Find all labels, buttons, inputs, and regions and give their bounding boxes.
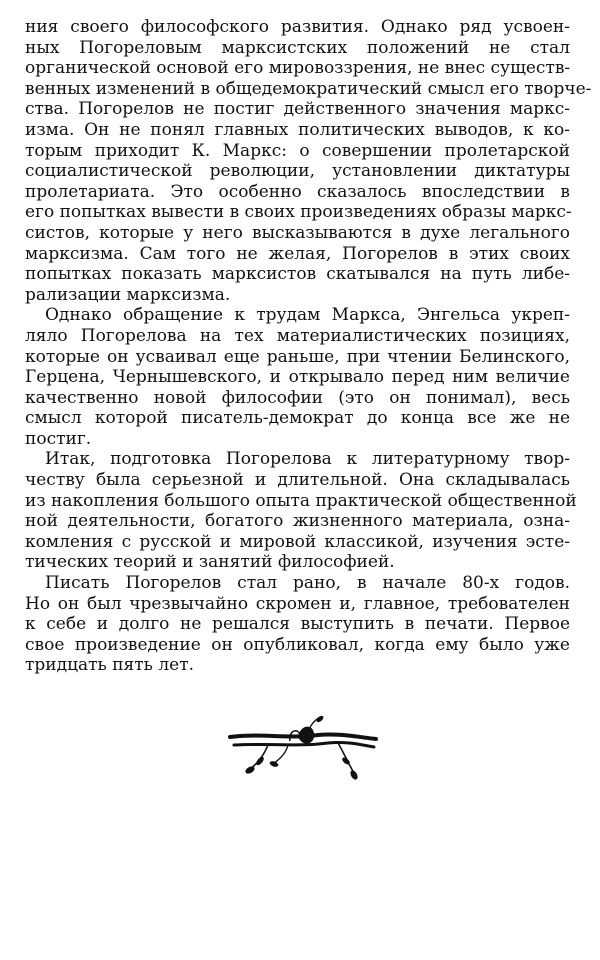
text-line: систов, которые у него высказываются в духе легального (25, 222, 570, 243)
text-line: венных изменений в общедемократический смысл его творче- (25, 78, 592, 99)
text-line: комления с русской и мировой классикой, изучения эсте- (25, 531, 570, 552)
text-line: ной деятельности, богатого жизненного материала, озна- (25, 511, 570, 532)
text-line: марксизма. Сам того не желая, Погорелов в этих своих (25, 243, 570, 264)
text-line: из накопления большого опыта практической общественной (25, 490, 577, 511)
text-line: пролетариата. Это особенно сказалось впоследствии в (25, 181, 570, 202)
text-line: Однако обращение к трудам Маркса, Энгельса укреп- (45, 305, 570, 326)
text-line: которые он усваивал еще раньше, при чтении Белинского, (25, 346, 570, 367)
text-line: свое произведение он опубликовал, когда ему было уже (25, 634, 570, 655)
paragraph-3 (25, 449, 577, 573)
paragraph-2 (25, 305, 570, 449)
text-line: его попытках вывести в своих произведениях образы маркс- (25, 202, 572, 223)
text-line: рализации марксизма. (25, 284, 231, 305)
text-line: ных Погореловым марксистских положений не стал (25, 37, 570, 58)
text-line: попытках показать марксистов скатывался на путь либе- (25, 264, 570, 285)
text-line: тридцать пять лет. (25, 655, 195, 676)
page-text (25, 17, 592, 676)
text-line: ства. Погорелов не постиг действенного значения маркс- (25, 99, 570, 120)
text-line: качественно новой философии (это он понимал), весь (25, 387, 570, 408)
floral-branch-icon (228, 715, 378, 785)
text-line: тических теорий и занятий философией. (25, 552, 395, 573)
text-line: Герцена, Чернышевского, и открывало перед ним величие (25, 367, 570, 388)
text-line: Но он был чрезвычайно скромен и, главное, требователен (25, 593, 570, 614)
text-line: торым приходит К. Маркс: о совершении пролетарской (25, 140, 570, 161)
text-line: органической основой его мировоззрения, не внес существ- (25, 58, 571, 79)
text-line: социалистической революции, установлении диктатуры (25, 161, 570, 182)
text-line: ния своего философского развития. Однако ряд усвоен- (25, 17, 570, 37)
paragraph-4 (25, 573, 570, 676)
text-line: Писать Погорелов стал рано, в начале 80-х годов. (45, 573, 570, 594)
text-line: к себе и долго не решался выступить в печати. Первое (25, 614, 570, 635)
text-line: честву была серьезной и длительной. Она складывалась (25, 470, 570, 491)
text-line: Итак, подготовка Погорелова к литературному твор- (45, 449, 570, 470)
text-line: смысл которой писатель-демократ до конца все же не (25, 408, 570, 429)
text-line: ляло Погорелова на тех материалистических позициях, (25, 325, 570, 346)
text-line: изма. Он не понял главных политических выводов, к ко- (25, 119, 570, 140)
paragraph-1 (25, 17, 592, 305)
text-line: постиг. (25, 428, 92, 449)
